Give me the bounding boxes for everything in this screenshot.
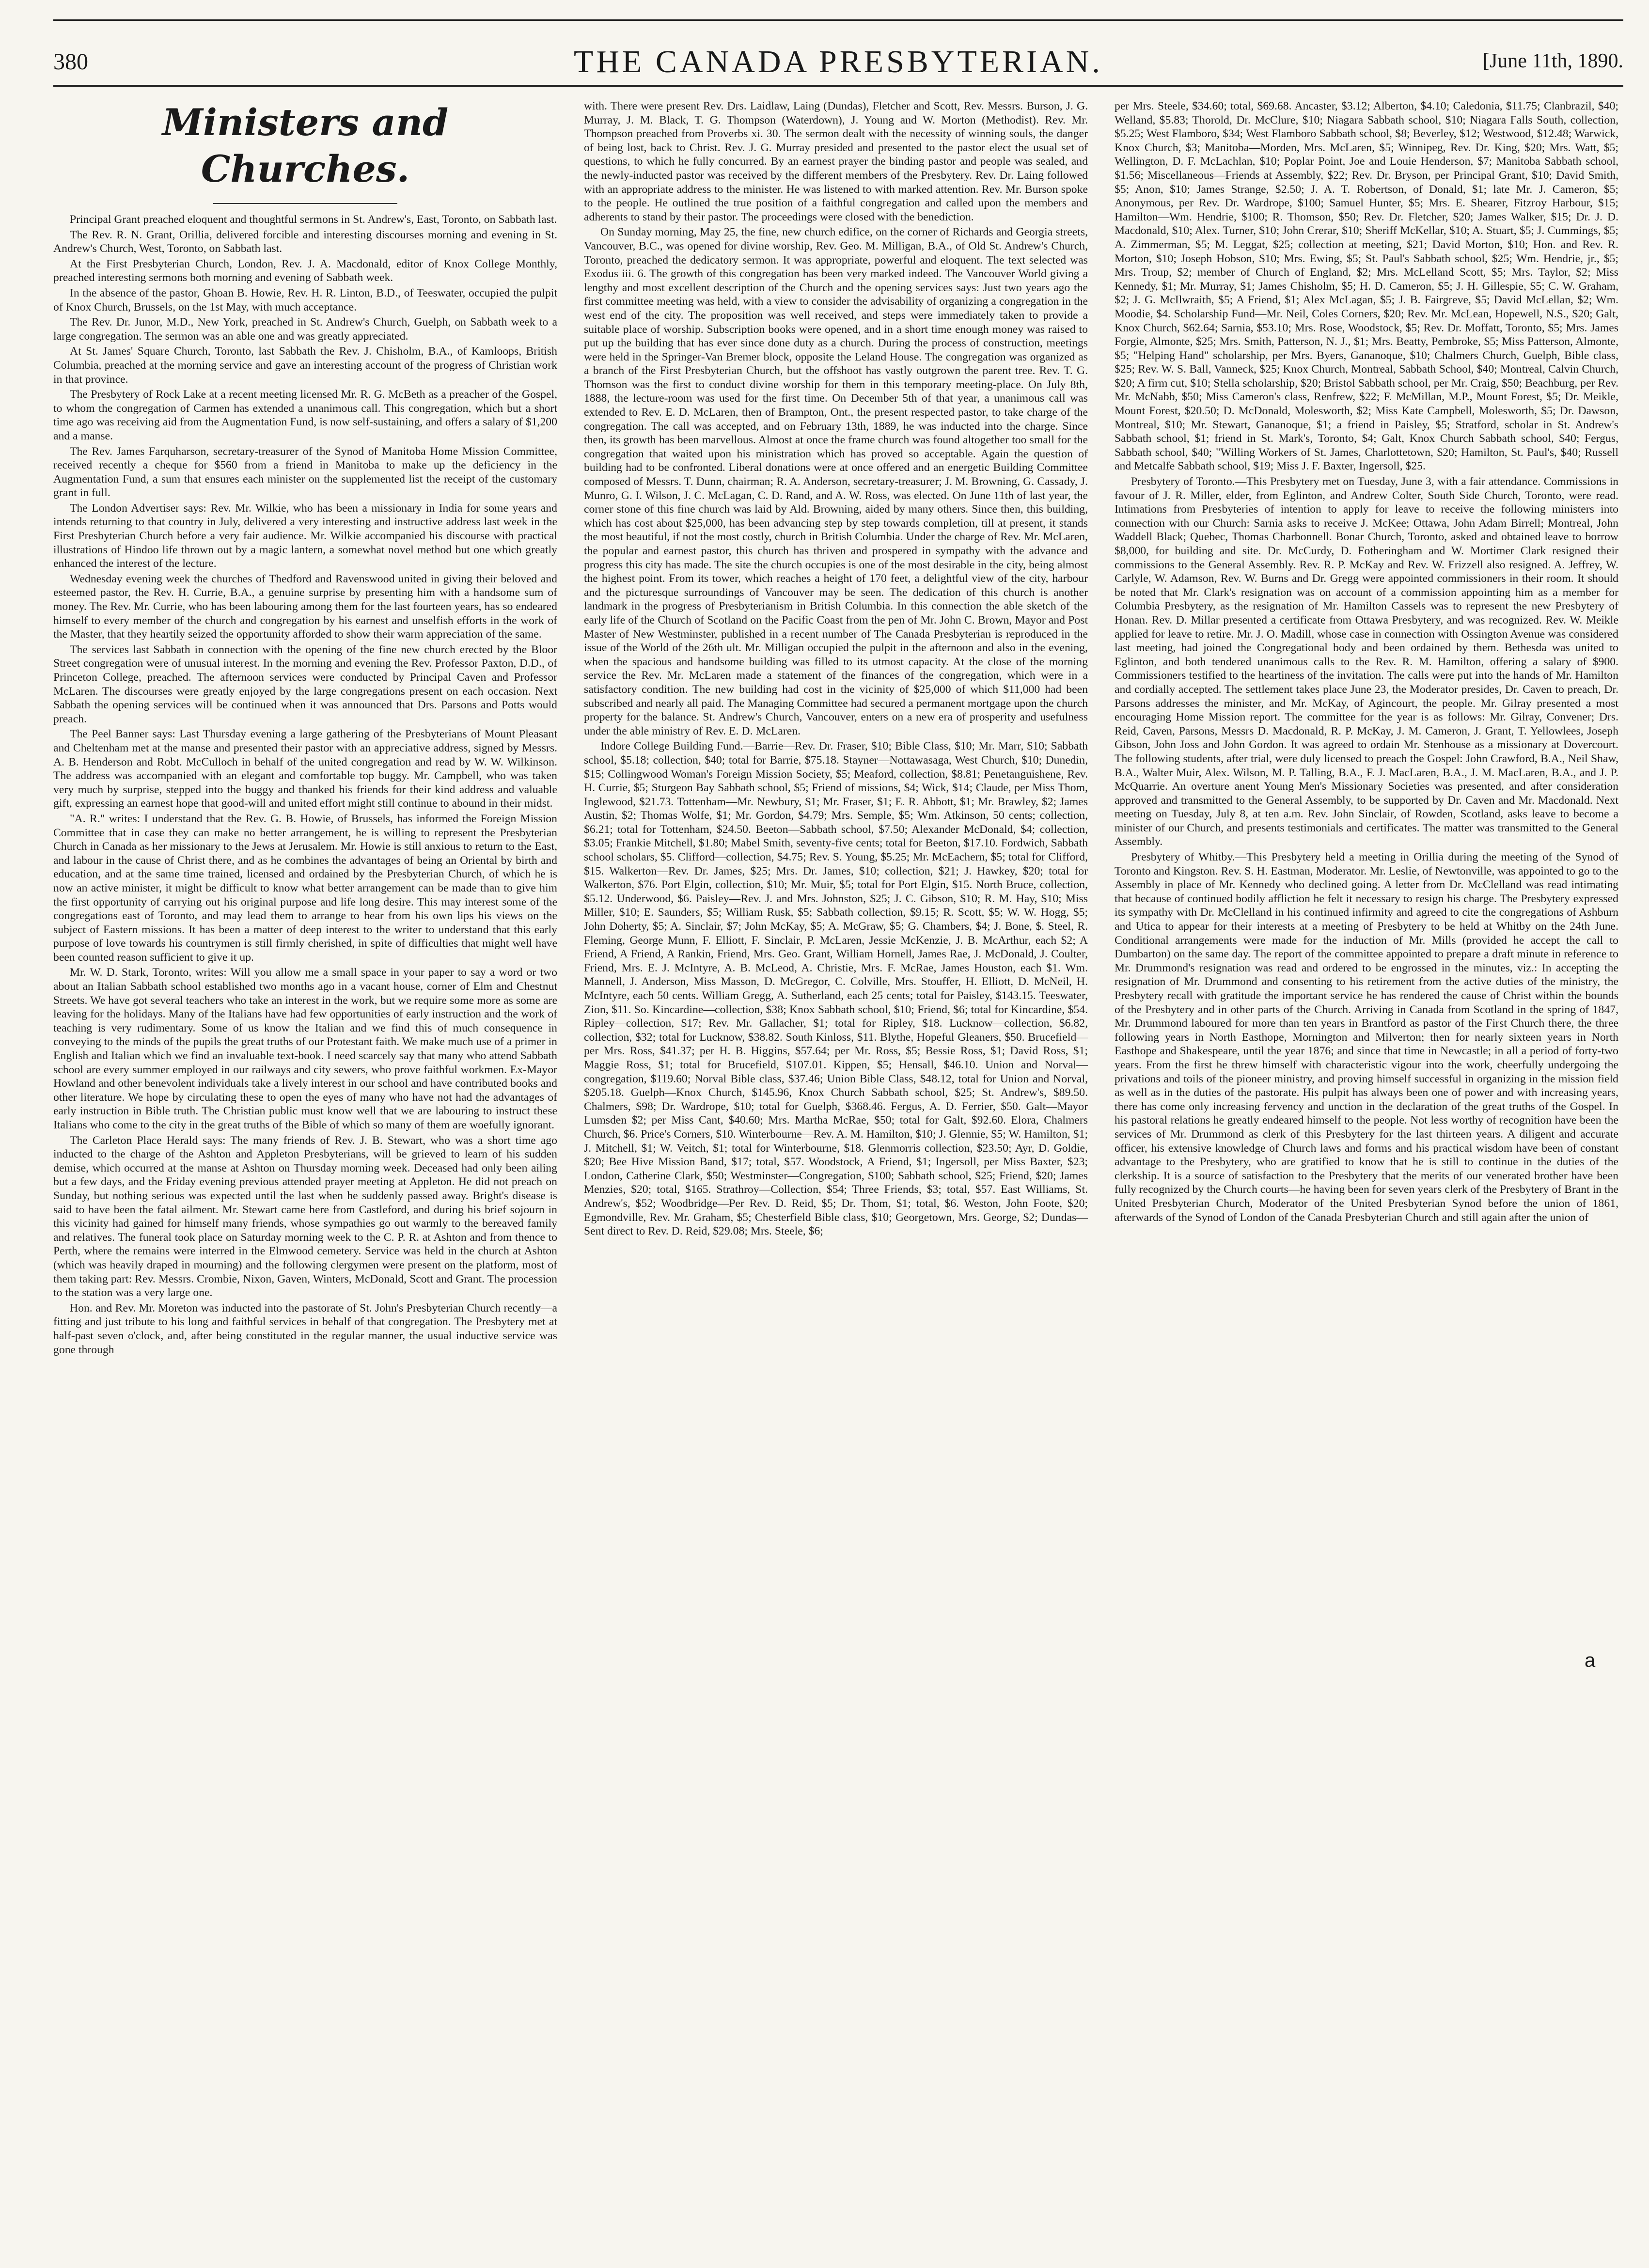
top-rule [53,19,1623,21]
paragraph: The Presbytery of Rock Lake at a recent meeting licensed Mr. R. G. McBeth as a preacher of the Gospel, to whom the congregation of Carmen has extended a unanimous call. This congregation, which but a short time ago was receiving aid from the Augmentation Fund, is now self-sustaining, and offers a salary of $1,200 and a manse. [53,388,557,442]
paragraph: Hon. and Rev. Mr. Moreton was inducted into the pastorate of St. John's Presbyterian Church recently—a fitting and just tribute to his long and faithful services in behalf of that congregation. The Presbytery met at half-past seven o'clock, and, after being constituted in the regular manner, the usual inductive service was gone through [53,1301,557,1356]
paragraph: per Mrs. Steele, $34.60; total, $69.68. Ancaster, $3.12; Alberton, $4.10; Caledonia, $11.75; Clanbrazil, $40; Welland, $5.83; Thorold, Dr. McClure, $10; Niagara Sabbath school, $10; Niagara Falls South, collection, $5.25; West Flamboro, $34; West Flamboro Sabbath school, $8; Beverley, $12; Westwood, $12.48; Warwick, Knox Church, $3; Manitoba—Morden, Mrs. McLaren, $5; Winnipeg, Rev. Dr. King, $20; Mrs. Watt, $5; Wellington, D. F. McLachlan, $10; Poplar Point, Joe and Louie Henderson, $7; Manitoba Sabbath school, $1.56; Miscellaneous—Friends at Assembly, $22; Rev. Dr. Bryson, per Principal Grant, $10; David Smith, $5; Anon, $10; James Strange, $2.50; J. A. T. Robertson, of Donald, $1; late Mr. J. Cameron, $5; Anonymous, per Rev. Dr. Wardrope, $100; Samuel Hunter, $5; Mrs. E. Shearer, Fitzroy Harbour, $15; Hamilton—Wm. Hendrie, $100; R. Thomson, $50; Rev. Dr. Fletcher, $20; James Walker, $15; Dr. J. D. Macdonald, $10; Alex. Turner, $10; John Crerar, $10; Sheriff McKellar, $10; A. Stuart, $5; J. Cummings, $5; A. Zimmerman, $5; M. Leggat, $25; collection at meeting, $21; David Morton, $10; Hon. and Rev. R. Morton, $10; Joseph Hobson, $10; Mrs. Ewing, $5; St. Paul's Sabbath school, $25; Wm. Hendrie, jr., $5; Mrs. Troup, $2; member of Church of England, $2; Mrs. McLelland Scott, $5; Mrs. Taylor, $2; Miss Kennedy, $1; Mr. Murray, $1; James Chisholm, $5; H. D. Cameron, $5; J. H. Gillespie, $5; C. W. Graham, $2; J. G. McIlwraith, $5; A Friend, $1; Alex McLagan, $5; J. B. Fairgreve, $5; David McLellan, $2; Wm. Moodie, $4. Scholarship Fund—Mr. Neil, Coles Corners, $20; Rev. Mr. McLean, Hopewell, N.S., $20; Galt, Knox Church, $62.64; Sarnia, $53.10; Mrs. Rose, Woodstock, $5; Rev. Dr. Moffatt, Toronto, $5; Mrs. James Forgie, Almonte, $25; Mrs. Smith, Patterson, N. J., $1; Mrs. Beatty, Pembroke, $5; Miss Patterson, Almonte, $5; "Helping Hand" scholarship, per Mrs. Byers, Gananoque, $10; Chalmers Church, Guelph, Bible class, $25; Rev. W. S. Ball, Vanneck, $25; Knox Church, Montreal, Sabbath School, $40; Montreal, Calvin Church, $20; A firm cut, $10; Stella scholarship, $20; Bristol Sabbath school, per Mr. Craig, $50; Beachburg, per Rev. Mr. McNabb, $50; Miss Cameron's class, Renfrew, $22; F. McMillan, M.P., Mount Forest, $5; Dr. Meikle, Mount Forest, $20.50; D. McDonald, Molesworth, $2; Miss Kate Campbell, Molesworth, $5; Dr. Dawson, Montreal, $10; Mr. Stewart, Gananoque, $1; a friend in Paisley, $5; Stratford, scholar in St. Andrew's Sabbath school, $1; friend in St. Mark's, Toronto, $4; Galt, Knox Church Sabbath school, $40; Fergus, Sabbath school, $40; "Willing Workers of St. James, Charlottetown, $20; Hamilton, St. Paul's, $40; Russell and Metcalfe Sabbath school, $19; Miss J. F. Baxter, Ingersoll, $25. [1115,100,1618,473]
paragraph: Presbytery of Toronto.—This Presbytery met on Tuesday, June 3, with a fair attendance. Commissions in favour of J. R. Miller, elder, from Eglinton, and Andrew Colter, South Side Church, Toronto, were read. Intimations from Presbyteries of intention to apply for leave to receive the following ministers into connection with our Church: Sarnia asks to receive J. McKee; Ottawa, John Adam Birrell; Montreal, John Waddell Black; Quebec, Thomas Charbonnell. Bonar Church, Toronto, asked and obtained leave to borrow $8,000, for building and site. Dr. McCurdy, D. Fotheringham and W. Mortimer Clark resigned their commissions to the General Assembly. Rev. R. P. McKay and Rev. W. Frizzell also resigned. A. Jeffrey, W. Carlyle, W. Adamson, Rev. W. Burns and Dr. Gregg were appointed commissioners in their room. It should be noted that Mr. Clark's resignation was on account of a commission appointing him as a member for Columbia Presbytery, as the resignation of Mr. Hamilton Cassels was to represent the new Presbytery of Honan. Rev. D. Millar presented a certificate from Ottawa Presbytery, and was recognized. Rev. W. Meikle applied for leave to retire. Mr. J. O. Madill, whose case in connection with Ossington Avenue was considered last meeting, had joined the Congregational body and been ordained by them. Bethesda was united to Eglinton, and both tendered unanimous calls to the Rev. R. M. Hamilton, offering a salary of $900. Commissioners testified to the heartiness of the invitation. The calls were put into the hands of Mr. Hamilton and cordially accepted. The settlement takes place June 23, the Moderator presides, Dr. Caven to preach, Dr. Parsons addresses the minister, and Mr. McKay, of Agincourt, the people. Mr. Gilray presented a most encouraging Home Mission report. The committee for the year is as follows: Mr. Gilray, Convener; Drs. Reid, Caven, Parsons, Messrs D. Macdonald, R. P. McKay, J. M. Cameron, J. Grant, T. Yellowlees, Joseph Gibson, John Joss and John Gordon. It was agreed to ordain Mr. Stenhouse as a missionary at Dovercourt. The following students, after trial, were duly licensed to preach the Gospel: John Crawford, B.A., Neil Shaw, B.A., Walter Muir, Alex. Wilson, M. P. Talling, B.A., F. J. MacLaren, B.A., J. M. MacLaren, B.A., and J. P. McQuarrie. An overture anent Young Men's Missionary Societies was presented, and after consideration approved and transmitted to the General Assembly, to be supported by Dr. Caven and Mr. Macdonald. Next meeting on Tuesday, July 8, at ten a.m. Rev. John Sinclair, of Rowden, Scotland, asks leave to become a minister of our Church, and presents testimonials and certificates. The matter was transmitted to the General Assembly. [1115,475,1618,848]
paragraph: Indore College Building Fund.—Barrie—Rev. Dr. Fraser, $10; Bible Class, $10; Mr. Marr, $10; Sabbath school, $5.18; collection, $40; total for Barrie, $75.18. Stayner—Nottawasaga, West Church, $10; Dunedin, $15; Collingwood Woman's Foreign Mission Society, $5; Meaford, collection, $8.81; Penetanguishene, Rev. H. Currie, $5; Sturgeon Bay Sabbath school, $5; Friend of missions, $4; Wick, $14; Claude, per Miss Thom, Inglewood, $21.73. Tottenham—Mr. Newbury, $1; Mr. Fraser, $1; E. R. Abbott, $1; Mr. Brawley, $2; James Austin, $2; Thomas Wolfe, $1; Mr. Gordon, $4.79; Mrs. Semple, $5; Wm. Atkinson, 50 cents; collection, $6.21; total for Tottenham, $24.50. Beeton—Sabbath school, $7.50; Alexander McDonald, $4; collection, $3.05; Frankie Mitchell, $1.80; Mabel Smith, seventy-five cents; total for Beeton, $17.10. Fordwich, Sabbath school scholars, $5. Clifford—collection, $4.75; Rev. S. Young, $5.25; Mr. McEachern, $5; total for Clifford, $15. Walkerton—Rev. Dr. James, $25; Mrs. Dr. James, $10; collection, $21; J. Hawkey, $20; total for Walkerton, $76. Port Elgin, collection, $10; Mr. Muir, $5; total for Port Elgin, $15. North Bruce, collection, $5.12. Underwood, $6. Paisley—Rev. J. and Mrs. Johnston, $25; J. C. Gibson, $10; R. M. Hay, $10; Miss Miller, $10; E. Saunders, $5; William Rusk, $5; Sabbath collection, $9.15; R. Scott, $5; W. W. Hogg, $5; John Doherty, $5; A. Sinclair, $7; John McKay, $5; A. McGraw, $5; G. Chambers, $4; J. Bone, $. Steel, R. Fleming, George Munn, F. Elliott, F. Sinclair, P. McLaren, Jessie McKenzie, J. B. McArthur, each $2; A Friend, A Friend, A Rankin, Friend, Mrs. Geo. Grant, William Hornell, James Rae, J. McDonald, J. Coulter, Friend, Mrs. E. J. McIntyre, A. B. McLeod, A. Christie, Mrs. F. McRae, James Houston, each $1. Wm. Mannell, J. Anderson, Miss Masson, D. McGregor, C. Colville, Mrs. Stouffer, H. Elliott, D. McNeil, H. McIntyre, each 50 cents. William Gregg, A. Sutherland, each 25 cents; total for Paisley, $143.15. Teeswater, Zion, $11. So. Kincardine—collection, $38; Knox Sabbath school, $10; Friend, $6; total for Kincardine, $54. Ripley—collection, $17; Rev. Mr. Gallacher, $1; total for Ripley, $18. Lucknow—collection, $6.82, collection, $32; total for Lucknow, $38.82. South Kinloss, $11. Blythe, Hopeful Gleaners, $50. Brucefield—per Mrs. Ross, $41.37; per H. B. Higgins, $57.64; per Mr. Ross, $5; Bessie Ross, $1; David Ross, $1; Maggie Ross, $1; total for Brucefield, $107.01. Kippen, $5; Hensall, $46.10. Union and Norval—congregation, $119.60; Norval Bible class, $37.46; Union Bible Class, $48.12, total for Union and Norval, $205.18. Guelph—Knox Church, $145.96, Knox Church Sabbath school, $25; St. Andrew's, $89.50. Chalmers, $98; Dr. Wardrope, $10; total for Guelph, $368.46. Fergus, A. D. Ferrier, $50. Galt—Mayor Lumsden $2; per Miss Cant, $40.60; Mrs. Martha McRae, $50; total for Galt, $92.60. Elora, Chalmers Church, $6. Price's Corners, $10. Winterbourne—Rev. A. M. Hamilton, $10; J. Glennie, $5; W. Hamilton, $1; J. Mitchell, $1; W. Veitch, $1; total for Winterbourne, $18. Glenmorris collection, $23.50; Ayr, D. Goldie, $20; Bee Hive Mission Band, $17; total, $57. Woodstock, A Friend, $1; Ingersoll, per Miss Baxter, $23; London, Catherine Clark, $50; Westminster—Congregation, $100; Sabbath school, $25; Friend, $20; James Menzies, $20; total, $165. Strathroy—Collection, $54; Three Friends, $3; total, $57. East Williams, St. Andrew's, $52; Woodbridge—Per Rev. D. Reid, $5; Dr. Thom, $1; total, $6. Weston, John Foote, $20; Egmondville, Rev. Mr. Graham, $5; Chesterfield Bible class, $10; Georgetown, Mrs. George, $2; Dundas—Sent direct to Rev. D. Reid, $29.08; Mrs. Steele, $6; [584,740,1088,1238]
paragraph: Principal Grant preached eloquent and thoughtful sermons in St. Andrew's, East, Toronto, on Sabbath last. [70,213,557,226]
column-3-body [1115,99,1618,1224]
masthead-title: THE CANADA PRESBYTERIAN. [574,44,1103,79]
issue-date: [June 11th, 1890. [1482,50,1623,72]
column-1-body [53,213,557,1357]
paragraph: Wednesday evening week the churches of Thedford and Ravenswood united in giving their beloved and esteemed pastor, the Rev. H. Currie, B.A., a genuine surprise by presenting him with a handsome sum of money. The Rev. Mr. Currie, who has been labouring among them for the last fourteen years, has so endeared himself to every member of the church and congregation by his earnest and unselfish efforts in the work of the Master, that they heartily seized the opportunity afforded to show their warm appreciation of the same. [53,572,557,641]
paragraph: The services last Sabbath in connection with the opening of the fine new church erected by the Bloor Street congregation were of unusual interest. In the morning and evening the Rev. Professor Paxton, D.D., of Princeton College, preached. The afternoon services were conducted by Principal Caven and Professor McLaren. The discourses were greatly enjoyed by the large congregations present on each occasion. Next Sabbath the opening services will be continued when it was announced that Drs. Parsons and Potts would preach. [53,643,557,725]
paragraph: The Peel Banner says: Last Thursday evening a large gathering of the Presbyterians of Mount Pleasant and Cheltenham met at the manse and presented their pastor with an appreciative address, signed by Messrs. A. B. Henderson and Robt. McCulloch in behalf of the united congregation and read by W. W. Wilkinson. The address was accompanied with an elegant and comfortable top buggy. Mr. Campbell, who was taken very much by surprise, stepped into the buggy and thanked his friends for their kind address and valuable gift, expressing an earnest hope that good-will and united effort might still continue to abound in their midst. [53,728,557,810]
paragraph: The Carleton Place Herald says: The many friends of Rev. J. B. Stewart, who was a short time ago inducted to the charge of the Ashton and Appleton Presbyterians, will be grieved to learn of his sudden demise, which occurred at the manse at Ashton on Thursday morning week. Deceased had only been ailing but a few days, and the Friday evening previous attended prayer meeting at Appleton. He did not preach on Sunday, but nothing serious was expected until the last when he suddenly passed away. Bright's disease is said to have been the fatal ailment. Mr. Stewart came here from Castleford, and during his brief sojourn in this vicinity had gained for himself many friends, whose sympathies go out warmly to the bereaved family and relatives. The funeral took place on Saturday morning week to the C. P. R. at Ashton and from thence to Perth, where the remains were interred in the Elmwood cemetery. Service was held in the church at Ashton (which was heavily draped in mourning) and the following clergymen were present on the platform, most of them taking part: Rev. Messrs. Crombie, Nixon, Gaven, Winters, McDonald, Scott and Grant. The procession to the station was a very large one. [53,1134,557,1299]
title-rule [213,203,397,204]
paragraph: with. There were present Rev. Drs. Laidlaw, Laing (Dundas), Fletcher and Scott, Rev. Messrs. Burson, J. G. Murray, J. M. Black, T. G. Thompson (Waterdown), J. Young and W. Morton (Methodist). Rev. Mr. Thompson preached from Proverbs xi. 30. The sermon dealt with the necessity of winning souls, the danger of being lost, back to Christ. Rev. J. G. Murray presided and presented to the pastor elect the usual set of questions, to which he fully concurred. By an earnest prayer the binding pastor and people was sealed, and the newly-inducted pastor was received by the different members of the Presbytery. Rev. Dr. Laing followed with an appropriate address to the minister. He was listened to with marked attention. Rev. Mr. Burson spoke to the people. He outlined the true position of a faithful congregation and called upon the members and adherents to stand by their pastor. The proceedings were closed with the benediction. [584,100,1088,223]
paragraph: The Rev. Dr. Junor, M.D., New York, preached in St. Andrew's Church, Guelph, on Sabbath week to a large congregation. The sermon was an able one and was greatly appreciated. [53,316,557,343]
column-1 [53,99,557,2246]
page-header [53,44,1623,82]
column-2 [584,99,1088,2246]
paragraph: "A. R." writes: I understand that the Rev. G. B. Howie, of Brussels, has informed the Foreign Mission Committee that in case they can make no better arrangement, he is willing to represent the Presbyterian Church in Canada as her missionary to the Jews at Jerusalem. Mr. Howie is still anxious to return to the East, and labour in the cause of Christ there, and as he combines the advantages of being an Oriental by birth and education, and at the same time trained, licensed and ordained by the Presbyterian Church, of which he is now an active minister, it might be difficult to know what better arrangement can be made than to give him the first opportunity of carrying out his original purpose and life long desire. This may interest some of the congregations east of Toronto, and may lead them to arrange to hear from his own lips his views on the subject of Eastern missions. It has been a matter of deep interest to the writer to understand that this early purpose of love towards his countrymen is still firmly cherished, in spite of difficulties that might well have been counted reason sufficient to give it up. [53,812,557,964]
header-rule [53,85,1623,87]
paragraph: Mr. W. D. Stark, Toronto, writes: Will you allow me a small space in your paper to say a word or two about an Italian Sabbath school established two months ago in a vacant house, corner of Elm and Chestnut Streets. We have got several teachers who take an interest in the work, but we require some more as some are leaving for the holidays. Many of the Italians have had few opportunities of early instruction and the work of teaching is very rudimentary. Some of us know the Italian and we find this of much consequence in conveying to the minds of the pupils the great truths of our Protestant faith. We make much use of a primer in English and Italian which we find an invaluable text-book. I need scarcely say that many who attend Sabbath school are every summer employed in our railways and city sewers, who prove faithful workmen. Ex-Mayor Howland and other benevolent individuals take a lively interest in our school and have contributed books and other literature. We hope by circulating these to open the eyes of many who have not had the advantages of early instruction in Bible truth. The Christian public must know well that we are labouring to instruct these Italians who come to the city in the great truths of the Bible of which so many of them are woefully ignorant. [53,966,557,1131]
paragraph: The Rev. James Farquharson, secretary-treasurer of the Synod of Manitoba Home Mission Committee, received recently a cheque for $560 from a friend in Manitoba to make up the deficiency in the Augmentation Fund, a sum that ensures each minister on the supplemented list the receipt of the customary grant in full. [53,445,557,500]
paragraph: The Rev. R. N. Grant, Orillia, delivered forcible and interesting discourses morning and evening in St. Andrew's Church, West, Toronto, on Sabbath last. [53,228,557,255]
column-2-body [584,99,1088,1238]
margin-mark: a [1585,1650,1596,1671]
paragraph: On Sunday morning, May 25, the fine, new church edifice, on the corner of Richards and Georgia streets, Vancouver, B.C., was opened for divine worship, Rev. Geo. M. Milligan, B.A., of Old St. Andrew's Church, Toronto, preached the dedicatory sermon. It was appropriate, powerful and eloquent. The text selected was Exodus iii. 6. The growth of this congregation has been very marked indeed. The Vancouver World giving a lengthy and most excellent description of the Church and the opening services says: Just two years ago the first committee meeting was held, with a view to consider the advisability of organizing a congregation in the west end of the city. The proposition was well received, and steps were immediately taken to provide a suitable place of worship. Subscription books were opened, and in a short time enough money was raised to put up the building that has ever since done duty as a church. During the process of construction, meetings were held in the Springer-Van Bremer block, opposite the Leland House. The congregation was organized as a branch of the First Presbyterian Church, but the offshoot has vastly outgrown the parent tree. Rev. T. G. Thomson was the first to conduct divine worship for them in this temporary meeting-place. On July 8th, 1888, the lecture-room was used for the first time. On December 5th of that year, a unanimous call was extended to Rev. E. D. McLaren, then of Brampton, Ont., the present respected pastor, to take charge of the congregation. The call was accepted, and on February 13th, 1889, he was inducted into the charge. Since then, its growth has been marvellous. Almost at once the frame church was found altogether too small for the congregation that waited upon his ministration which has proved so acceptable. Again the question of building had to be confronted. Liberal donations were at once offered and an energetic Building Committee composed of Messrs. T. Dunn, chairman; R. A. Anderson, secretary-treasurer; J. M. Browning, G. Cassady, J. Munro, G. I. Wilson, J. C. McLagan, C. D. Rand, and A. W. Ross, was elected. On June 11th of last year, the corner stone of this fine church was laid by Ald. Browning, aided by many others. Since then, this building, which has cost about $25,000, has been advancing step by step towards completion, till at present, it stands the most beautiful, if not the most costly, church in British Columbia. Under the charge of Rev. Mr. McLaren, the popular and earnest pastor, this church has thriven and prospered in sympathy with the advance and progress this city has made. The site the church occupies is one of the most desirable in the city, being almost the highest point. From its tower, which reaches a height of 170 feet, a delightful view of the city, harbour and the picturesque surroundings of Vancouver may be seen. The dedication of this church is another landmark in the progress of Presbyterianism in British Columbia. In this connection the able sketch of the early life of the Church of Scotland on the Pacific Coast from the pen of Mr. John C. Brown, Mayor and Post Master of New Westminster, published in a recent number of The Canada Presbyterian is reproduced in the issue of the World of the 26th ult. Mr. Milligan occupied the pulpit in the afternoon and also in the evening, when the spacious and handsome building was filled to its utmost capacity. At the close of the morning service the Rev. Mr. McLaren made a statement of the finances of the congregation, which were in a satisfactory condition. The new building had cost in the vicinity of $25,000 of which $11,000 had been subscribed and nearly all paid. The Managing Committee had secured a permanent mortgage upon the church property for the balance. St. Andrew's Church, Vancouver, enters on a new era of prosperity and usefulness under the able ministry of Rev. E. D. McLaren. [584,226,1088,737]
paragraph: At St. James' Square Church, Toronto, last Sabbath the Rev. J. Chisholm, B.A., of Kamloops, British Columbia, preached at the morning service and gave an interesting account of the progress of Christian work in that province. [53,345,557,386]
paragraph: At the First Presbyterian Church, London, Rev. J. A. Macdonald, editor of Knox College Monthly, preached interesting sermons both morning and evening of Sabbath week. [53,257,557,284]
column-3 [1115,99,1618,2246]
section-title: Ministers and Churches. [162,101,449,190]
newspaper-page [53,19,1623,2253]
paragraph: Presbytery of Whitby.—This Presbytery held a meeting in Orillia during the meeting of the Synod of Toronto and Kingston. Rev. S. H. Eastman, Moderator. Mr. Leslie, of Newtonville, was appointed to go to the Assembly in place of Mr. Kennedy who declined going. A letter from Dr. McClelland was read intimating that because of continued bodily affliction he felt it necessary to resign his charge. The Presbytery expressed its sympathy with Dr. McClelland in his continued infirmity and agreed to cite the congregations of Ashburn and Utica to appear for their interests at a meeting of Presbytery to be held at Whitby on the 24th June. Conditional arrangements were made for the induction of Mr. Mills (provided he accept the call to Dumbarton) on the same day. The report of the committee appointed to prepare a draft minute in reference to Mr. Drummond's resignation was read and ordered to be engrossed in the minutes, viz.: In accepting the resignation of Mr. Drummond and consenting to his retirement from the active duties of the ministry, the Presbytery recall with gratitude the important service he has rendered the cause of Christ within the bounds of the Presbytery and in other parts of the Church. Arriving in Canada from Scotland in the spring of 1847, Mr. Drummond laboured for more than ten years in Brantford as pastor of the First Church there, the three following years in North Easthope, Mornington and Milverton; then for nearly sixteen years in North Easthope and Shakespeare, until the year 1876; and since that time in Newcastle; in all a period of forty-two years. From the first he threw himself with characteristic vigour into the work, cheerfully undergoing the privations and toils of the pioneer ministry, and proving himself successful in organizing in the mission field as well as in the duties of the pastorate. His pulpit has always been one of power and with increasing years, there has come only increasing fervency and unction in the declaration of the great truths of the Gospel. In his pastoral relations he greatly endeared himself to the people. Not less worthy of recognition have been the services of Mr. Drummond as clerk of this Presbytery for the last thirteen years. A diligent and accurate officer, his extensive knowledge of Church laws and forms and his practical wisdom have been of constant advantage to the Presbytery, who are gratified to know that he is still to continue in the duties of the clerkship. It is a source of satisfaction to the Presbytery that the merits of our venerated brother have been fully recognized by the Church courts—he having been for seven years clerk of the Presbytery of Brant in the United Presbyterian Church, Moderator of the United Presbyterian Synod before the union of 1861, afterwards of the Synod of London of the Canada Presbyterian Church and still again after the union of [1115,851,1618,1224]
page-number: 380 [53,49,88,75]
paragraph: In the absence of the pastor, Ghoan B. Howie, Rev. H. R. Linton, B.D., of Teeswater, occupied the pulpit of Knox Church, Brussels, on the 1st May, with much acceptance. [53,286,557,313]
paragraph: The London Advertiser says: Rev. Mr. Wilkie, who has been a missionary in India for some years and intends returning to that country in July, delivered a very interesting and instructive address last week in the First Presbyterian Church before a very fair audience. Mr. Wilkie accompanied his discourse with practical illustrations of Hindoo life thrown out by a magic lantern, a somewhat novel method but one which greatly enhanced the interest of the lecture. [53,501,557,570]
